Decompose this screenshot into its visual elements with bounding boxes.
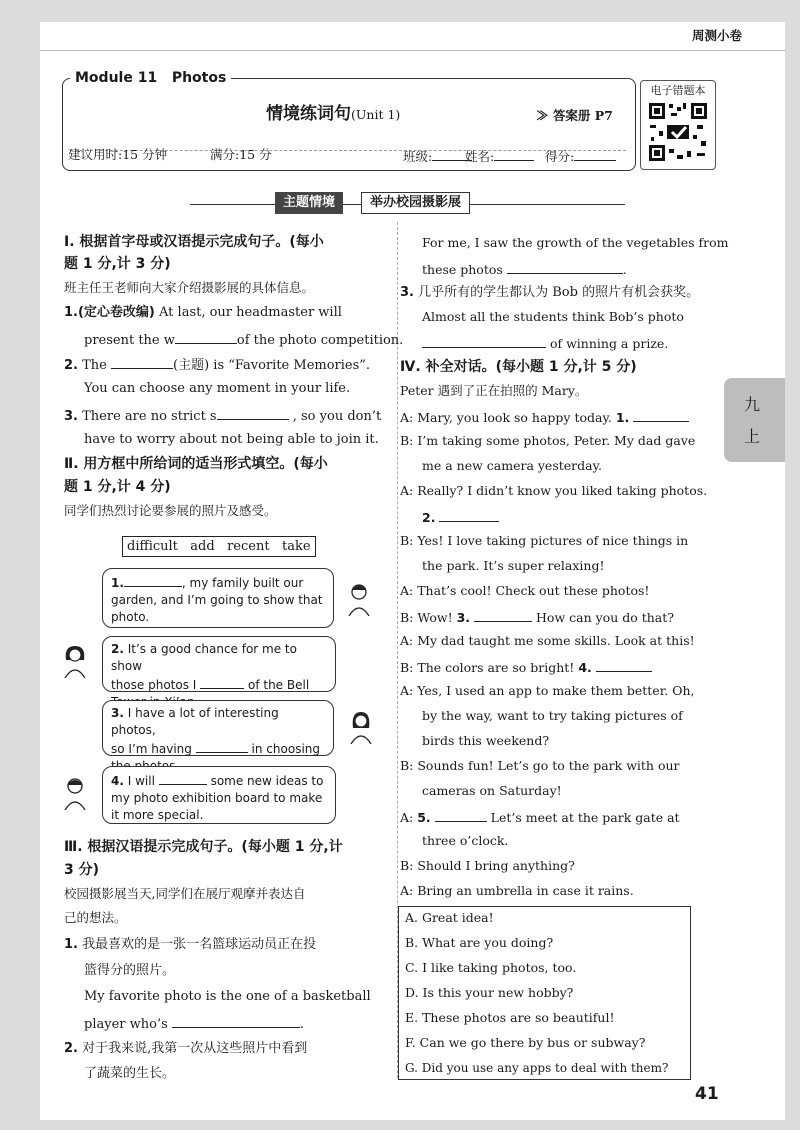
theme-tag: 主题情境 — [275, 192, 343, 214]
page-title — [266, 102, 400, 126]
dialog-line-11a: B: Sounds fun! Let’s go to the park with our — [400, 758, 680, 773]
dialog-line-2a: B: I’m taking some photos, Peter. My dad gave — [400, 433, 696, 448]
b2-blank[interactable] — [200, 675, 244, 689]
s1-q3-line1 — [64, 406, 381, 425]
s3-q1-blank[interactable] — [172, 1014, 300, 1028]
s1-q1-text-b1: present the w — [84, 333, 175, 348]
corner-tag: 周测小卷 — [692, 28, 743, 43]
section4-heading: Ⅳ. 补全对话。(每小题 1 分,计 5 分) — [400, 359, 637, 375]
s3-q1-number: 1. — [64, 937, 78, 952]
s3-q3-cn — [400, 284, 699, 301]
name-field[interactable] — [465, 147, 534, 165]
student-boy-2-icon — [62, 776, 88, 810]
b4-blank[interactable] — [159, 771, 207, 785]
dialog-line-2b: me a new camera yesterday. — [422, 458, 602, 473]
dialog-line-1 — [400, 408, 689, 426]
b2-number: 2. — [111, 642, 124, 656]
option-b: B. What are you doing? — [405, 935, 554, 950]
s3-q2-cn-b: 了蔬菜的生长。 — [84, 1066, 176, 1081]
class-field[interactable] — [403, 147, 472, 165]
student-boy-icon — [346, 582, 372, 616]
s3-q2-cn-a-text: 对于我来说,我第一次从这些照片中看到 — [82, 1041, 308, 1056]
b1-text-a: , my family built our — [181, 576, 304, 590]
class-label: 班级: — [403, 149, 433, 164]
speech-bubble-3 — [102, 700, 334, 756]
s1-q1-line1 — [64, 304, 342, 321]
options-box — [398, 906, 691, 1080]
section2-heading-a: Ⅱ. 用方框中所给词的适当形式填空。(每小 — [64, 456, 328, 472]
dialog-line-12 — [400, 808, 680, 826]
s3-q3-en-a: Almost all the students think Bob’s photo — [422, 309, 684, 324]
speech-bubble-1 — [102, 568, 334, 628]
theme-name: 举办校园摄影展 — [361, 192, 470, 214]
dialog-line-10b: by the way, want to try taking pictures of — [422, 708, 683, 723]
name-blank[interactable] — [494, 147, 534, 161]
dialog-blank-1[interactable] — [633, 408, 689, 422]
student-girl-2-icon — [348, 710, 374, 744]
name-label: 姓名: — [465, 149, 495, 164]
b2-text-b2: of the Bell — [247, 678, 310, 692]
b3-number: 3. — [111, 706, 124, 720]
s3-q2-en-b-text: these photos — [422, 262, 503, 277]
points-label: 得分: — [545, 149, 575, 164]
s1-q3-line2: have to worry about not being able to join it. — [84, 432, 379, 447]
option-c: C. I like taking photos, too. — [405, 960, 577, 975]
speech-bubble-4 — [102, 766, 336, 824]
speech-bubble-2 — [102, 636, 336, 692]
page-number: 41 — [695, 1084, 719, 1104]
student-girl-icon — [62, 644, 88, 678]
dialog-line-1-text: A: Mary, you look so happy today. — [400, 410, 612, 425]
side-tab-line2: 上 — [744, 427, 761, 446]
s3-q1-cn-a — [64, 936, 316, 953]
option-d: D. Is this your new hobby? — [405, 985, 574, 1000]
s1-q2-text-a2: (主题) is “Favorite Memories”. — [173, 358, 371, 373]
qr-box[interactable] — [640, 80, 716, 170]
unit-label: (Unit 1) — [351, 107, 401, 122]
s1-q2-line2: You can choose any moment in your life. — [84, 381, 351, 396]
dialog-line-10a: A: Yes, I used an app to make them better. Oh, — [400, 683, 695, 698]
b4-number: 4. — [111, 774, 124, 788]
section3-heading-b: 3 分) — [64, 862, 100, 878]
s1-q1-number: 1. — [64, 305, 78, 320]
dialog-line-11b: cameras on Saturday! — [422, 783, 562, 798]
qr-code-icon[interactable] — [647, 101, 709, 163]
s1-q1-line2 — [84, 330, 403, 349]
s1-q3-blank[interactable] — [217, 406, 289, 420]
dialog-line-3: A: Really? I didn’t know you liked taking photos. — [400, 483, 708, 498]
dialog-blank-3[interactable] — [474, 608, 532, 622]
b4-text-a1: I will — [127, 774, 155, 788]
module-label — [70, 68, 231, 88]
top-rule — [40, 50, 785, 51]
s3-q3-en-b — [422, 334, 668, 352]
s3-q3-blank[interactable] — [422, 334, 546, 348]
b1-blank[interactable] — [124, 573, 182, 587]
s3-q1-cn-b: 篮得分的照片。 — [84, 963, 176, 978]
dialog-line-10c: birds this weekend? — [422, 733, 550, 748]
dialog-blank-1-number: 1. — [615, 410, 630, 425]
points-blank[interactable] — [574, 147, 616, 161]
s1-q1-blank[interactable] — [175, 330, 237, 344]
dialog-blank-5[interactable] — [435, 808, 487, 822]
section2-heading-b: 题 1 分,计 4 分) — [64, 479, 171, 495]
s3-q2-blank[interactable] — [507, 260, 623, 274]
dialog-line-8: A: My dad taught me some skills. Look at this! — [400, 633, 695, 648]
dialog-line-12c: three o’clock. — [422, 833, 509, 848]
side-tab-line1: 九 — [744, 395, 761, 414]
b2-text-a: It’s a good chance for me to show — [111, 642, 297, 673]
dialog-blank-3-number: 3. — [456, 610, 471, 625]
dialog-blank-4[interactable] — [596, 658, 652, 672]
dialog-line-7 — [400, 608, 674, 626]
section3-context-a: 校园摄影展当天,同学们在展厅观摩并表达自 — [64, 886, 306, 901]
s1-q3-number: 3. — [64, 409, 78, 424]
s3-q3-en-b-text: of winning a prize. — [549, 336, 669, 351]
s3-q2-cn-a — [64, 1040, 307, 1057]
section1-heading-b: 题 1 分,计 3 分) — [64, 256, 171, 272]
page-title-text: 情境练词句 — [266, 104, 351, 124]
dialog-line-12-speaker: A: — [400, 810, 414, 825]
dialog-line-7-text-a: B: Wow! — [400, 610, 453, 625]
score-label: 满分:15 分 — [210, 147, 272, 162]
dialog-blank-2[interactable] — [439, 508, 499, 522]
option-f: F. Can we go there by bus or subway? — [405, 1035, 646, 1050]
dialog-line-14: A: Bring an umbrella in case it rains. — [400, 883, 634, 898]
s1-q2-line1 — [64, 355, 370, 374]
dialog-line-9 — [400, 658, 652, 676]
b4-text-c: it more special. — [111, 808, 204, 822]
s3-q1-cn-a-text: 我最喜欢的是一张一名篮球运动员正在投 — [82, 937, 317, 952]
s1-q2-number: 2. — [64, 358, 78, 373]
points-field[interactable] — [545, 147, 616, 165]
module-title: Photos — [171, 70, 227, 86]
dialog-blank-5-number: 5. — [417, 810, 431, 825]
section4-context: Peter 遇到了正在拍照的 Mary。 — [400, 383, 588, 398]
b3-text-a: I have a lot of interesting photos, — [111, 706, 279, 737]
dialog-line-5a: B: Yes! I love taking pictures of nice things in — [400, 533, 689, 548]
grade-side-tab — [724, 378, 785, 462]
dialog-blank-4-number: 4. — [578, 660, 592, 675]
s3-q1-en-a: My favorite photo is the one of a basketball — [84, 989, 371, 1004]
s1-q2-text-a1: The — [82, 358, 107, 373]
b1-number: 1. — [111, 576, 124, 590]
s3-q1-en-b-text: player who’s — [84, 1017, 168, 1032]
s3-q2-en-b: these photos . — [422, 262, 627, 277]
b4-text-a2: some new ideas to — [210, 774, 324, 788]
module-number: Module 11 — [75, 70, 158, 86]
s1-q1-tag: (定心卷改编) — [77, 305, 155, 320]
section1-context: 班主任王老师向大家介绍摄影展的具体信息。 — [64, 280, 315, 295]
dialog-line-4 — [422, 508, 499, 526]
dialog-line-7-text-b: How can you do that? — [536, 610, 674, 625]
time-label: 建议用时:15 分钟 — [68, 147, 168, 162]
dialog-line-13: B: Should I bring anything? — [400, 858, 575, 873]
b3-text-b2: in choosing — [251, 742, 320, 756]
dialog-line-12-text: Let’s meet at the park gate at — [490, 810, 680, 825]
b4-text-b: my photo exhibition board to make — [111, 791, 323, 805]
b3-blank[interactable] — [196, 739, 248, 753]
dialog-line-9-text: B: The colors are so bright! — [400, 660, 575, 675]
option-g: G. Did you use any apps to deal with them? — [405, 1061, 669, 1075]
s1-q2-blank[interactable] — [111, 355, 173, 369]
b1-text-c: photo. — [111, 610, 150, 624]
dialog-line-6: A: That’s cool! Check out these photos! — [400, 583, 650, 598]
section1-heading-a: Ⅰ. 根据首字母或汉语提示完成句子。(每小 — [64, 234, 324, 250]
section2-context: 同学们热烈讨论要参展的照片及感受。 — [64, 503, 277, 518]
s3-q2-number: 2. — [64, 1041, 78, 1056]
b1-text-b: garden, and I’m going to show that — [111, 593, 323, 607]
s3-q3-number: 3. — [400, 285, 414, 300]
s3-q1-en-b: player who’s . — [84, 1014, 304, 1033]
b2-text-b1: those photos I — [111, 678, 197, 692]
section3-context-b: 己的想法。 — [64, 910, 127, 925]
qr-label: 电子错题本 — [650, 84, 706, 97]
word-box: difficult add recent take — [122, 536, 316, 557]
dialog-blank-2-number: 2. — [422, 510, 436, 525]
s1-q3-text-a2: , so you don’t — [292, 409, 382, 424]
b3-text-b1: so I’m having — [111, 742, 192, 756]
s1-q1-text-a: At last, our headmaster will — [159, 305, 342, 320]
s1-q1-text-b2: of the photo competition. — [236, 333, 404, 348]
dialog-line-5b: the park. It’s super relaxing! — [422, 558, 605, 573]
s3-q2-en-a: For me, I saw the growth of the vegetables from — [422, 235, 729, 250]
option-a: A. Great idea! — [405, 910, 494, 925]
answer-ref: ≫ 答案册 P7 — [536, 108, 613, 123]
section3-heading-a: Ⅲ. 根据汉语提示完成句子。(每小题 1 分,计 — [64, 839, 343, 855]
option-e: E. These photos are so beautiful! — [405, 1010, 615, 1025]
s1-q3-text-a1: There are no strict s — [82, 409, 217, 424]
worksheet-page — [40, 22, 785, 1120]
s3-q3-cn-text: 几乎所有的学生都认为 Bob 的照片有机会获奖。 — [418, 285, 700, 300]
